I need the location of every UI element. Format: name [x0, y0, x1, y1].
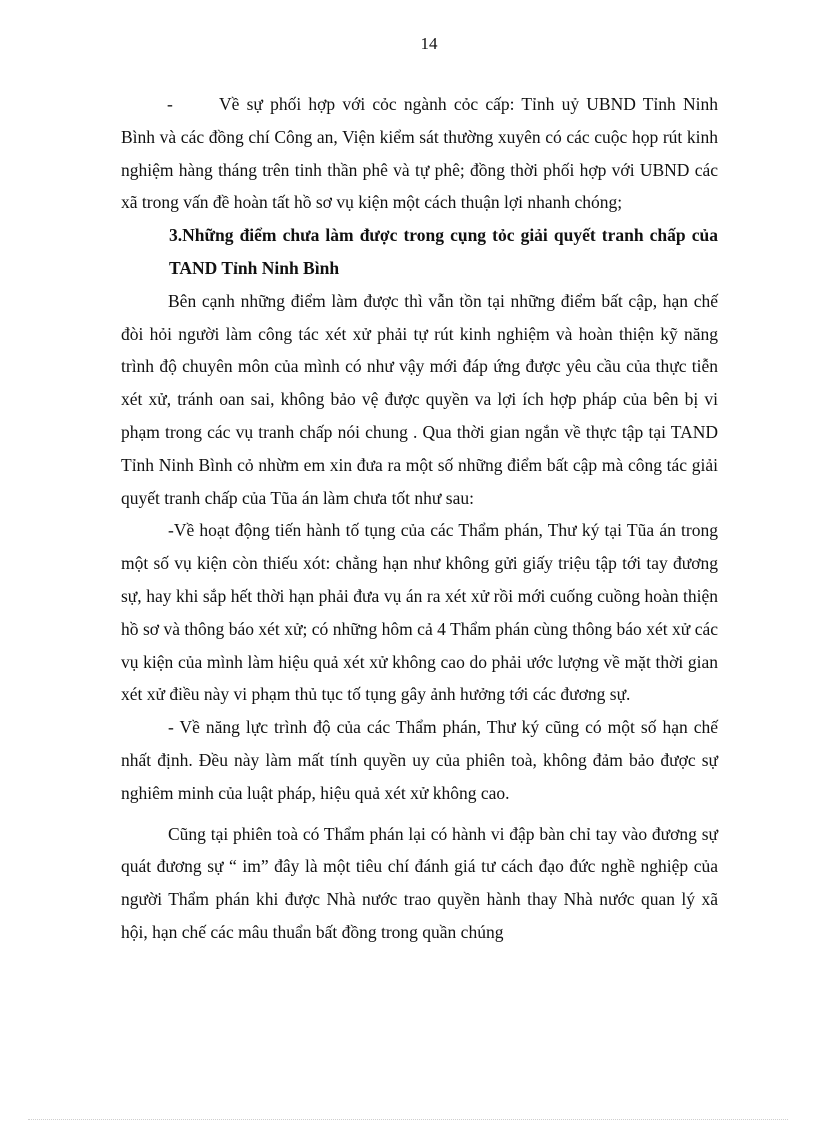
footer-divider — [28, 1119, 788, 1120]
page-number: 14 — [420, 34, 438, 53]
bullet-dash: - — [167, 94, 173, 114]
section-heading: 3.Những điểm chưa làm được trong cụng tỏc giải quyết tranh chấp của TAND Tỉnh Ninh Bình — [169, 225, 718, 278]
document-body — [121, 88, 718, 949]
paragraph-shortcomings-intro: Bên cạnh những điểm làm được thì vẫn tồn tại những điểm bất cập, hạn chế đòi hỏi người làm công tác xét xử phải tự rút kinh nghiệm và hoàn thiện kỹ năng trình độ chuyên môn của mình có như vậy mới đáp ứng được yêu cầu của thực tiễn xét xử, tránh oan sai, không bảo vệ được quyền va lợi ích hợp pháp của bên bị vi phạm trong các vụ tranh chấp nói chung . Qua thời gian ngắn về thực tập tại TAND Tỉnh Ninh Bình cỏ nhừm em xin đưa ra một số những điểm bất cập mà công tác giải quyết tranh chấp của Tũa án làm chưa tốt như sau: — [121, 290, 718, 508]
paragraph-procedural-issues: -Về hoạt động tiến hành tố tụng của các Thẩm phán, Thư ký tại Tũa án trong một số vụ kiện còn thiếu xót: chẳng hạn như không gửi giấy triệu tập tới tay đương sự, hay khi sắp hết thời hạn phải đưa vụ án ra xét xử rồi mới cuống cuồng hoàn thiện hồ sơ và thông báo xét xử; có những hôm cả 4 Thẩm phán cùng thông báo xét xử các vụ kiện của mình làm hiệu quả xét xử không cao do phải ước lượng về mặt thời gian xét xử điều này vi phạm thủ tục tố tụng gây ảnh hưởng tới các đương sự. — [121, 520, 718, 705]
paragraph-competence-issues: - Về năng lực trình độ của các Thẩm phán, Thư ký cũng có một số hạn chế nhất định. Đều này làm mất tính quyền uy của phiên toà, không đảm bảo được sự nghiêm minh của luật pháp, hiệu quả xét xử không cao. — [121, 717, 718, 803]
paragraph-conduct-issues: Cũng tại phiên toà có Thẩm phán lại có hành vi đập bàn chỉ tay vào đương sự quát đương sự “ im” đây là một tiêu chí đánh giá tư cách đạo đức nghề nghiệp của người Thẩm phán khi được Nhà nước trao quyền hành thay Nhà nước quan lý xã hội, hạn chế các mâu thuẩn bất đồng trong quần chúng — [121, 823, 718, 942]
paragraph-coordination-text: Về sự phối hợp với cỏc ngành cỏc cấp: Tỉnh uỷ UBND Tỉnh Ninh Bình và các đồng chí Công an, Viện kiểm sát thường xuyên có các cuộc họp rút kinh nghiệm hàng tháng trên tinh thần phê và tự phê; đồng thời phối hợp với UBND các xã trong vấn đề hoàn tất hồ sơ vụ kiện một cách thuận lợi nhanh chóng; — [121, 94, 718, 213]
paragraph-coordination — [121, 88, 718, 219]
